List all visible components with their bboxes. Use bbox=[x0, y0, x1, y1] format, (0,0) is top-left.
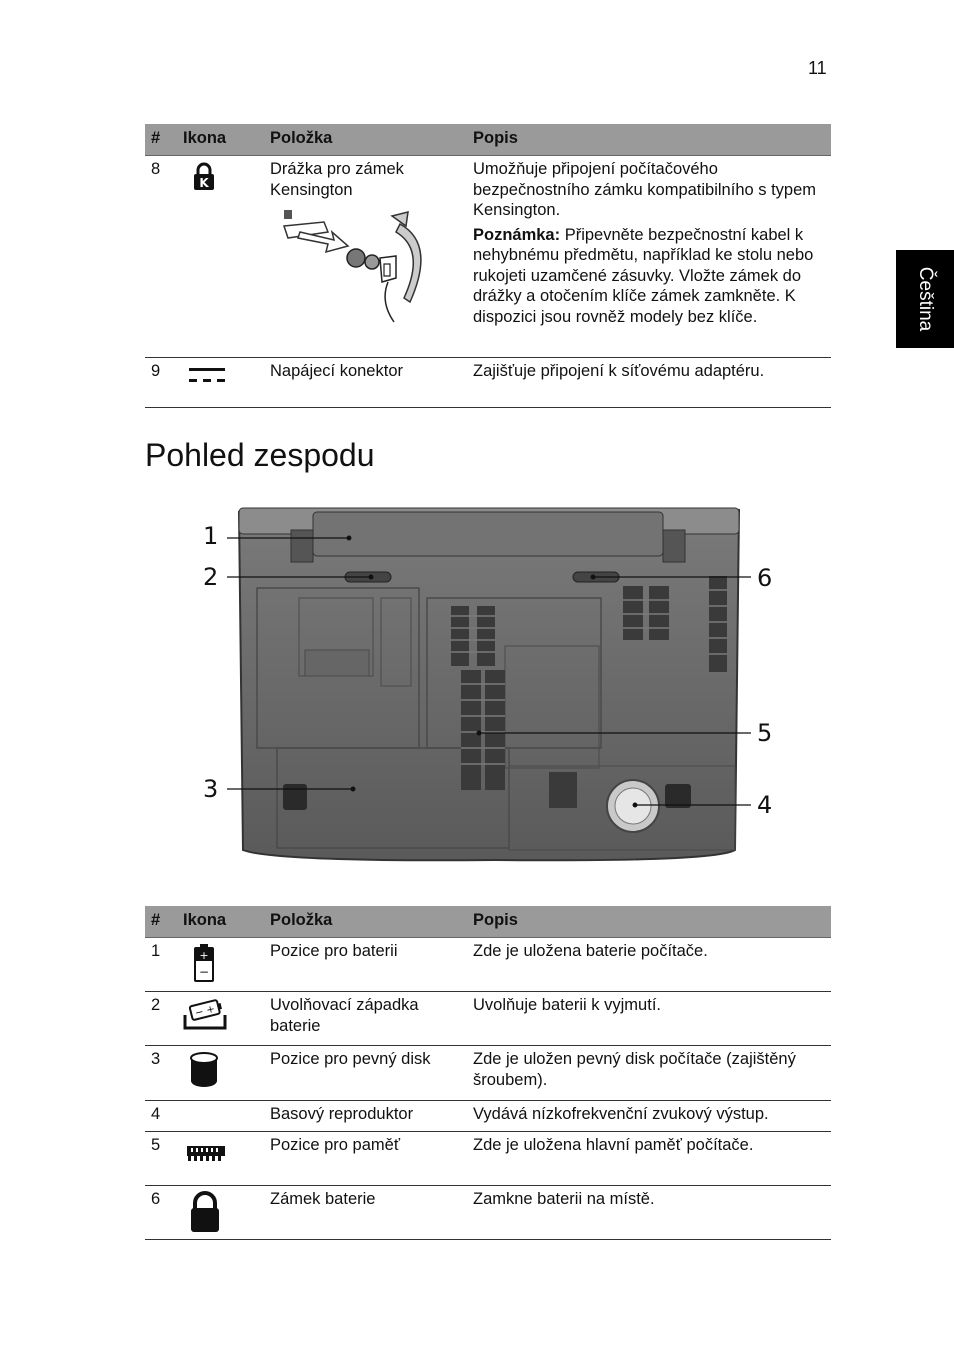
table-row bbox=[145, 1101, 831, 1132]
row-item: Zámek baterie bbox=[270, 1186, 473, 1240]
callout-3: 3 bbox=[203, 775, 219, 803]
table-row bbox=[145, 938, 831, 992]
row-item: Basový reproduktor bbox=[270, 1101, 473, 1132]
header-item: Položka bbox=[270, 124, 473, 156]
battery-release-icon bbox=[183, 997, 227, 1031]
row-item: Drážka pro zámek Kensington bbox=[270, 160, 404, 199]
bottom-view-illustration bbox=[195, 500, 795, 870]
row-item: Uvolňovací západka baterie bbox=[270, 992, 473, 1046]
callout-1: 1 bbox=[203, 522, 219, 550]
row-note bbox=[473, 225, 827, 328]
row-item: Pozice pro pevný disk bbox=[270, 1046, 473, 1101]
table-row bbox=[145, 358, 831, 408]
table-row bbox=[145, 992, 831, 1046]
battery-lock-icon bbox=[189, 1191, 221, 1233]
kensington-lock-illustration bbox=[270, 204, 438, 324]
table-header bbox=[145, 906, 831, 938]
row-num: 5 bbox=[145, 1132, 183, 1186]
header-icon: Ikona bbox=[183, 906, 270, 938]
header-desc: Popis bbox=[473, 906, 831, 938]
svg-text:− +: − + bbox=[194, 1003, 217, 1020]
table-header bbox=[145, 124, 831, 156]
table-row bbox=[145, 156, 831, 358]
header-icon: Ikona bbox=[183, 124, 270, 156]
row-desc: Zde je uložena hlavní paměť počítače. bbox=[473, 1132, 831, 1186]
row-icon-empty bbox=[183, 1101, 270, 1132]
language-tab-label: Čeština bbox=[915, 266, 936, 332]
row-item: Napájecí konektor bbox=[270, 358, 473, 408]
row-num: 6 bbox=[145, 1186, 183, 1240]
note-label: Poznámka: bbox=[473, 225, 561, 244]
memory-icon bbox=[185, 1141, 227, 1163]
row-desc: Umožňuje připojení počítačového bezpečnostního zámku kompatibilního s typem Kensington. bbox=[473, 160, 817, 219]
row-item: Pozice pro paměť bbox=[270, 1132, 473, 1186]
row-num: 2 bbox=[145, 992, 183, 1046]
hard-disk-icon bbox=[189, 1051, 219, 1089]
language-tab bbox=[896, 250, 954, 348]
row-num: 8 bbox=[145, 156, 183, 358]
row-desc: Zamkne baterii na místě. bbox=[473, 1186, 831, 1240]
note-text: Připevněte bezpečnostní kabel k nehybnému předmětu, například ke stolu nebo rukojeti uzamčené zásuvky. Vložte zámek do drážky a otočením klíče zámek zamkněte. K dispozici jsou rovněž modely bez klíče. bbox=[473, 225, 814, 326]
header-num: # bbox=[145, 124, 183, 156]
callout-2: 2 bbox=[203, 563, 219, 591]
svg-text:−: − bbox=[198, 965, 210, 979]
header-item: Položka bbox=[270, 906, 473, 938]
dc-power-icon bbox=[187, 365, 227, 387]
row-num: 1 bbox=[145, 938, 183, 992]
header-num: # bbox=[145, 906, 183, 938]
page-number: 11 bbox=[808, 58, 827, 78]
svg-text:+: + bbox=[199, 949, 209, 962]
row-desc: Vydává nízkofrekvenční zvukový výstup. bbox=[473, 1101, 831, 1132]
callout-5: 5 bbox=[757, 719, 773, 747]
callout-4: 4 bbox=[757, 791, 773, 819]
row-desc: Uvolňuje baterii k vyjmutí. bbox=[473, 992, 831, 1046]
row-desc: Zde je uložen pevný disk počítače (zajištěný šroubem). bbox=[473, 1046, 831, 1101]
table-row bbox=[145, 1046, 831, 1101]
table-row bbox=[145, 1186, 831, 1240]
svg-text:K: K bbox=[199, 176, 209, 190]
table-row bbox=[145, 1132, 831, 1186]
row-item: Pozice pro baterii bbox=[270, 938, 473, 992]
row-desc: Zajišťuje připojení k síťovému adaptéru. bbox=[473, 358, 831, 408]
row-num: 9 bbox=[145, 358, 183, 408]
kensington-lock-icon bbox=[193, 161, 215, 191]
ports-table bbox=[145, 124, 831, 408]
header-desc: Popis bbox=[473, 124, 831, 156]
bottom-components-table bbox=[145, 906, 831, 1240]
section-title: Pohled zespodu bbox=[145, 437, 375, 473]
callout-6: 6 bbox=[757, 564, 773, 592]
battery-icon bbox=[193, 943, 215, 983]
row-num: 3 bbox=[145, 1046, 183, 1101]
row-desc: Zde je uložena baterie počítače. bbox=[473, 938, 831, 992]
row-num: 4 bbox=[145, 1101, 183, 1132]
